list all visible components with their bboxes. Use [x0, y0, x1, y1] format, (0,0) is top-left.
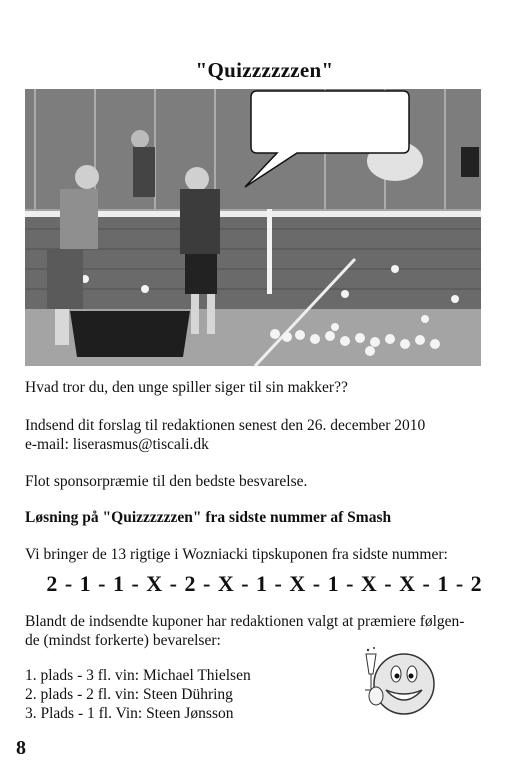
- question-text: Hvad tror du, den unge spiller siger til sin makker??: [25, 379, 348, 396]
- email-text: e-mail: liserasmus@tiscali.dk: [25, 436, 209, 453]
- list-item: 2. plads - 2 fl. vin: Steen Dühring: [25, 686, 233, 703]
- smiley-champagne-icon: [356, 646, 442, 720]
- list-item: 1. plads - 3 fl. vin: Michael Thielsen: [25, 667, 251, 684]
- submit-deadline-text: Indsend dit forslag til redaktionen senest den 26. december 2010: [25, 417, 426, 434]
- list-item: 3. Plads - 1 fl. Vin: Steen Jønsson: [25, 705, 234, 722]
- winners-intro-line-1: Blandt de indsendte kuponer har redaktionen valgt at præmiere følgen-: [25, 613, 465, 630]
- winners-intro-line-2: de (mindst forkerte) bevarelser:: [25, 632, 221, 649]
- tennis-photo: [25, 89, 481, 366]
- prize-text: Flot sponsorpræmie til den bedste besvarelse.: [25, 473, 308, 490]
- page-title: "Quizzzzzzen": [195, 58, 334, 82]
- page-number: 8: [16, 737, 26, 759]
- winners-list: [25, 666, 251, 723]
- solution-intro: Vi bringer de 13 rigtige i Wozniacki tipskuponen fra sidste nummer:: [25, 546, 448, 563]
- result-row: 2 - 1 - 1 - X - 2 - X - 1 - X - 1 - X - X - 1 - 2: [46, 571, 483, 596]
- solution-heading: Løsning på "Quizzzzzzen" fra sidste nummer af Smash: [25, 509, 392, 526]
